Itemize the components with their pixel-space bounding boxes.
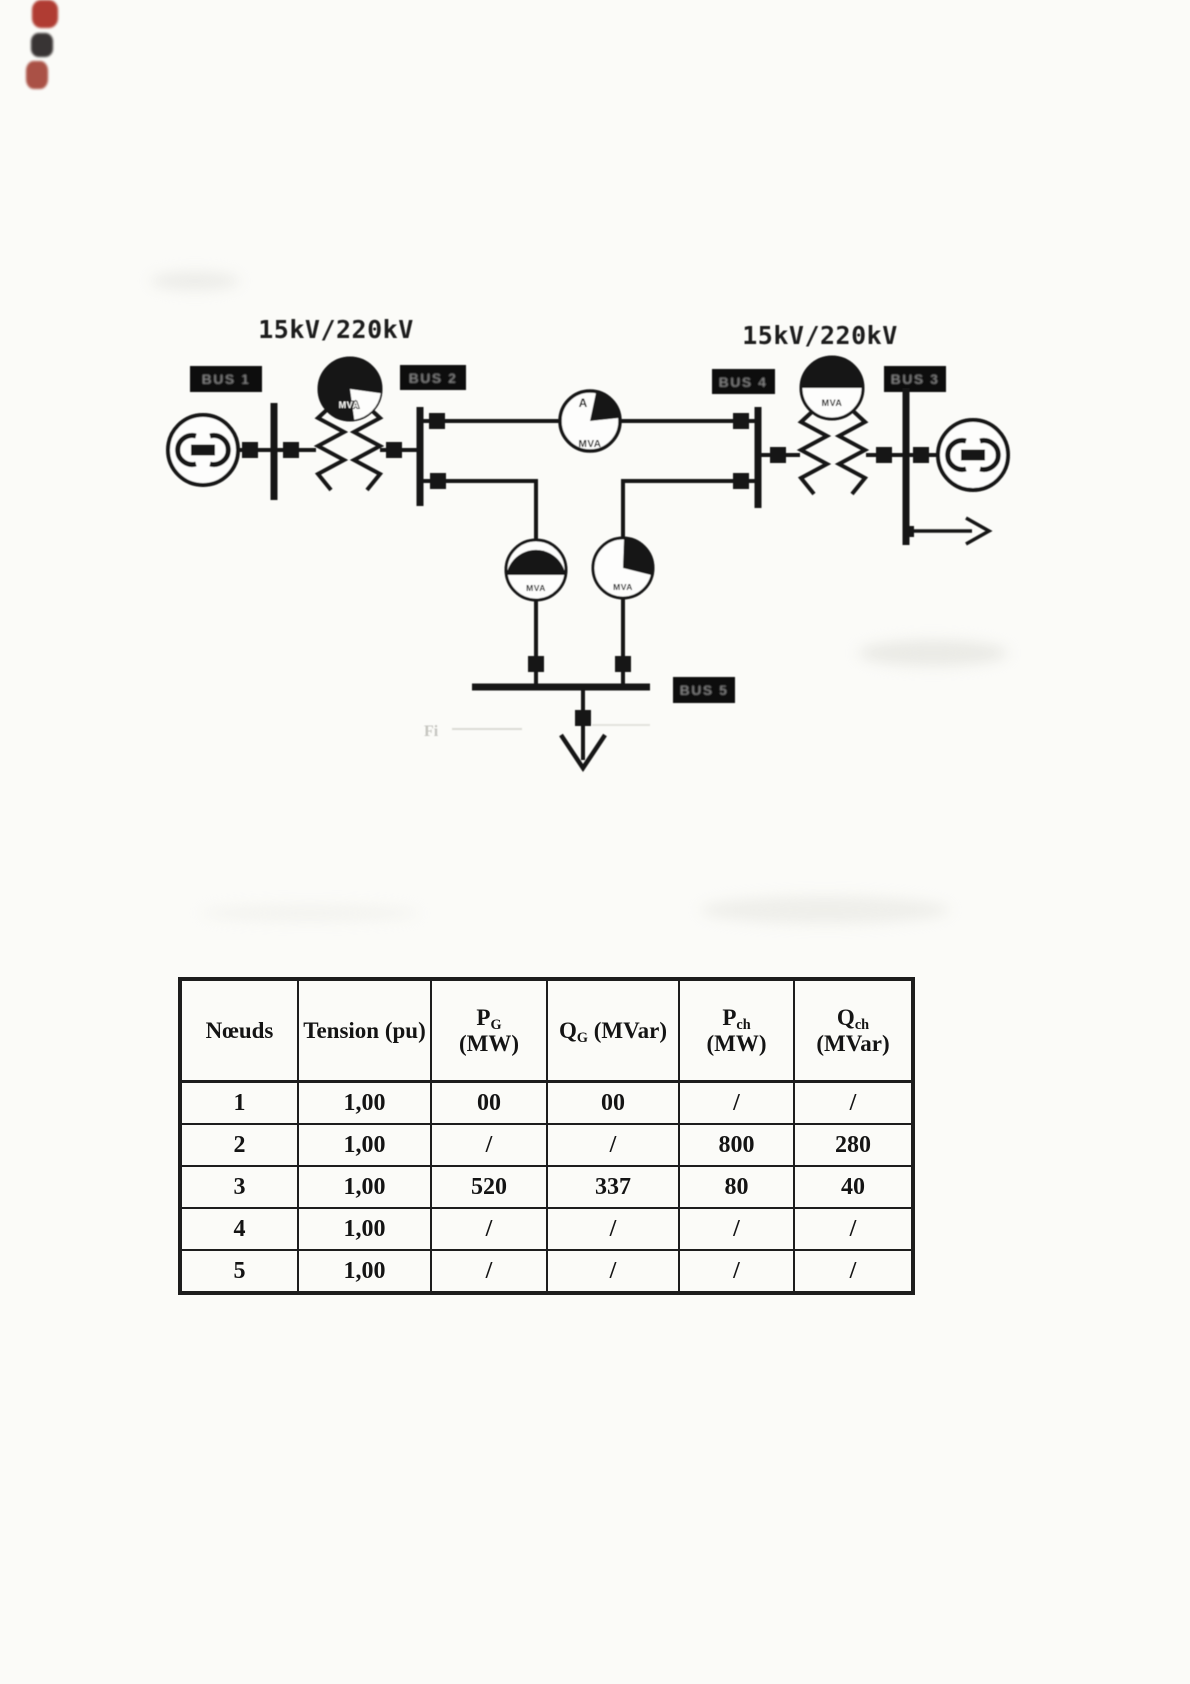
line-bus4-bus5 <box>593 473 758 687</box>
cell-qg: / <box>547 1250 679 1293</box>
mva-meter-transformer-2 <box>801 357 863 419</box>
table-row <box>180 1082 913 1125</box>
cell-qg: 337 <box>547 1166 679 1208</box>
cell-qg: / <box>547 1124 679 1166</box>
cell-pg: / <box>431 1124 547 1166</box>
svg-text:Fi: Fi <box>424 723 439 740</box>
cell-tension: 1,00 <box>298 1250 431 1293</box>
mva-meter-4-label: MVA <box>613 582 633 592</box>
paper-smudge <box>700 896 950 924</box>
cell-qch: 40 <box>794 1166 913 1208</box>
cell-tension: 1,00 <box>298 1082 431 1125</box>
cell-qch: / <box>794 1250 913 1293</box>
table-row <box>180 1166 913 1208</box>
cell-pg: 520 <box>431 1166 547 1208</box>
cell-pg: / <box>431 1208 547 1250</box>
svg-text:BUS 5: BUS 5 <box>679 682 729 698</box>
svg-text:BUS 4: BUS 4 <box>718 374 768 390</box>
cell-qch: / <box>794 1082 913 1125</box>
svg-text:BUS 1: BUS 1 <box>201 371 251 387</box>
table-header-row <box>180 979 913 1082</box>
load-arrow-bus3 <box>903 518 989 544</box>
cell-tension: 1,00 <box>298 1208 431 1250</box>
col-header-noeuds: Nœuds <box>180 979 298 1082</box>
generator-1-symbol <box>168 415 238 485</box>
mva-meter-line-c <box>593 538 653 598</box>
bus5-and-load <box>472 687 650 768</box>
bus4-label <box>712 369 775 394</box>
transformer-2-symbol <box>801 410 865 494</box>
col-header-pch: $P_{ch}$ (MW) <box>679 979 794 1082</box>
line-meter-mva-label: MVA <box>578 439 602 450</box>
cell-node: 2 <box>180 1124 298 1166</box>
cell-pg: 00 <box>431 1082 547 1125</box>
cell-pch: / <box>679 1250 794 1293</box>
cell-pch: / <box>679 1082 794 1125</box>
table-row <box>180 1250 913 1293</box>
bus3-label <box>884 366 946 392</box>
table-row <box>180 1124 913 1166</box>
right-transformer-ratio-label: 15kV/220kV <box>742 321 898 350</box>
bus-data-table <box>178 977 915 1295</box>
bus5-label <box>673 677 735 703</box>
left-transformer-ratio-label: 15kV/220kV <box>258 315 414 344</box>
power-system-one-line-diagram <box>0 0 1190 840</box>
cell-pch: / <box>679 1208 794 1250</box>
paper-smudge <box>200 905 420 921</box>
col-header-qch: $Q_{ch}$ (MVar) <box>794 979 913 1082</box>
bus1-label <box>190 366 262 392</box>
cell-qch: 280 <box>794 1124 913 1166</box>
generator-2-symbol <box>938 420 1008 490</box>
mva-meter-transformer-1 <box>319 358 381 420</box>
cell-qg: / <box>547 1208 679 1250</box>
cell-node: 4 <box>180 1208 298 1250</box>
amp-label: A <box>578 396 588 410</box>
cell-node: 1 <box>180 1082 298 1125</box>
table-row <box>180 1208 913 1250</box>
col-header-tension: Tension (pu) <box>298 979 431 1082</box>
line-bus2-bus4 <box>420 391 758 451</box>
cell-qg: 00 <box>547 1082 679 1125</box>
cell-tension: 1,00 <box>298 1124 431 1166</box>
cell-pch: 80 <box>679 1166 794 1208</box>
cell-tension: 1,00 <box>298 1166 431 1208</box>
line-meter-a <box>560 391 620 451</box>
col-header-qg: $Q_G$ (MVar) <box>547 979 679 1082</box>
mva-meter-line-b <box>506 540 566 600</box>
cell-pg: / <box>431 1250 547 1293</box>
svg-text:BUS 2: BUS 2 <box>408 370 458 386</box>
bus2-label <box>400 365 466 390</box>
cell-node: 5 <box>180 1250 298 1293</box>
mva-meter-2-label: MVA <box>821 398 843 408</box>
line-bus2-bus5 <box>420 473 566 687</box>
svg-text:BUS 3: BUS 3 <box>890 371 940 387</box>
cell-qch: / <box>794 1208 913 1250</box>
col-header-pg: $P_G$ (MW) <box>431 979 547 1082</box>
cell-node: 3 <box>180 1166 298 1208</box>
cell-pch: 800 <box>679 1124 794 1166</box>
mva-meter-3-label: MVA <box>526 583 546 593</box>
mva-meter-1-label: MVA <box>338 400 360 410</box>
figure-caption-fragment <box>424 723 650 740</box>
